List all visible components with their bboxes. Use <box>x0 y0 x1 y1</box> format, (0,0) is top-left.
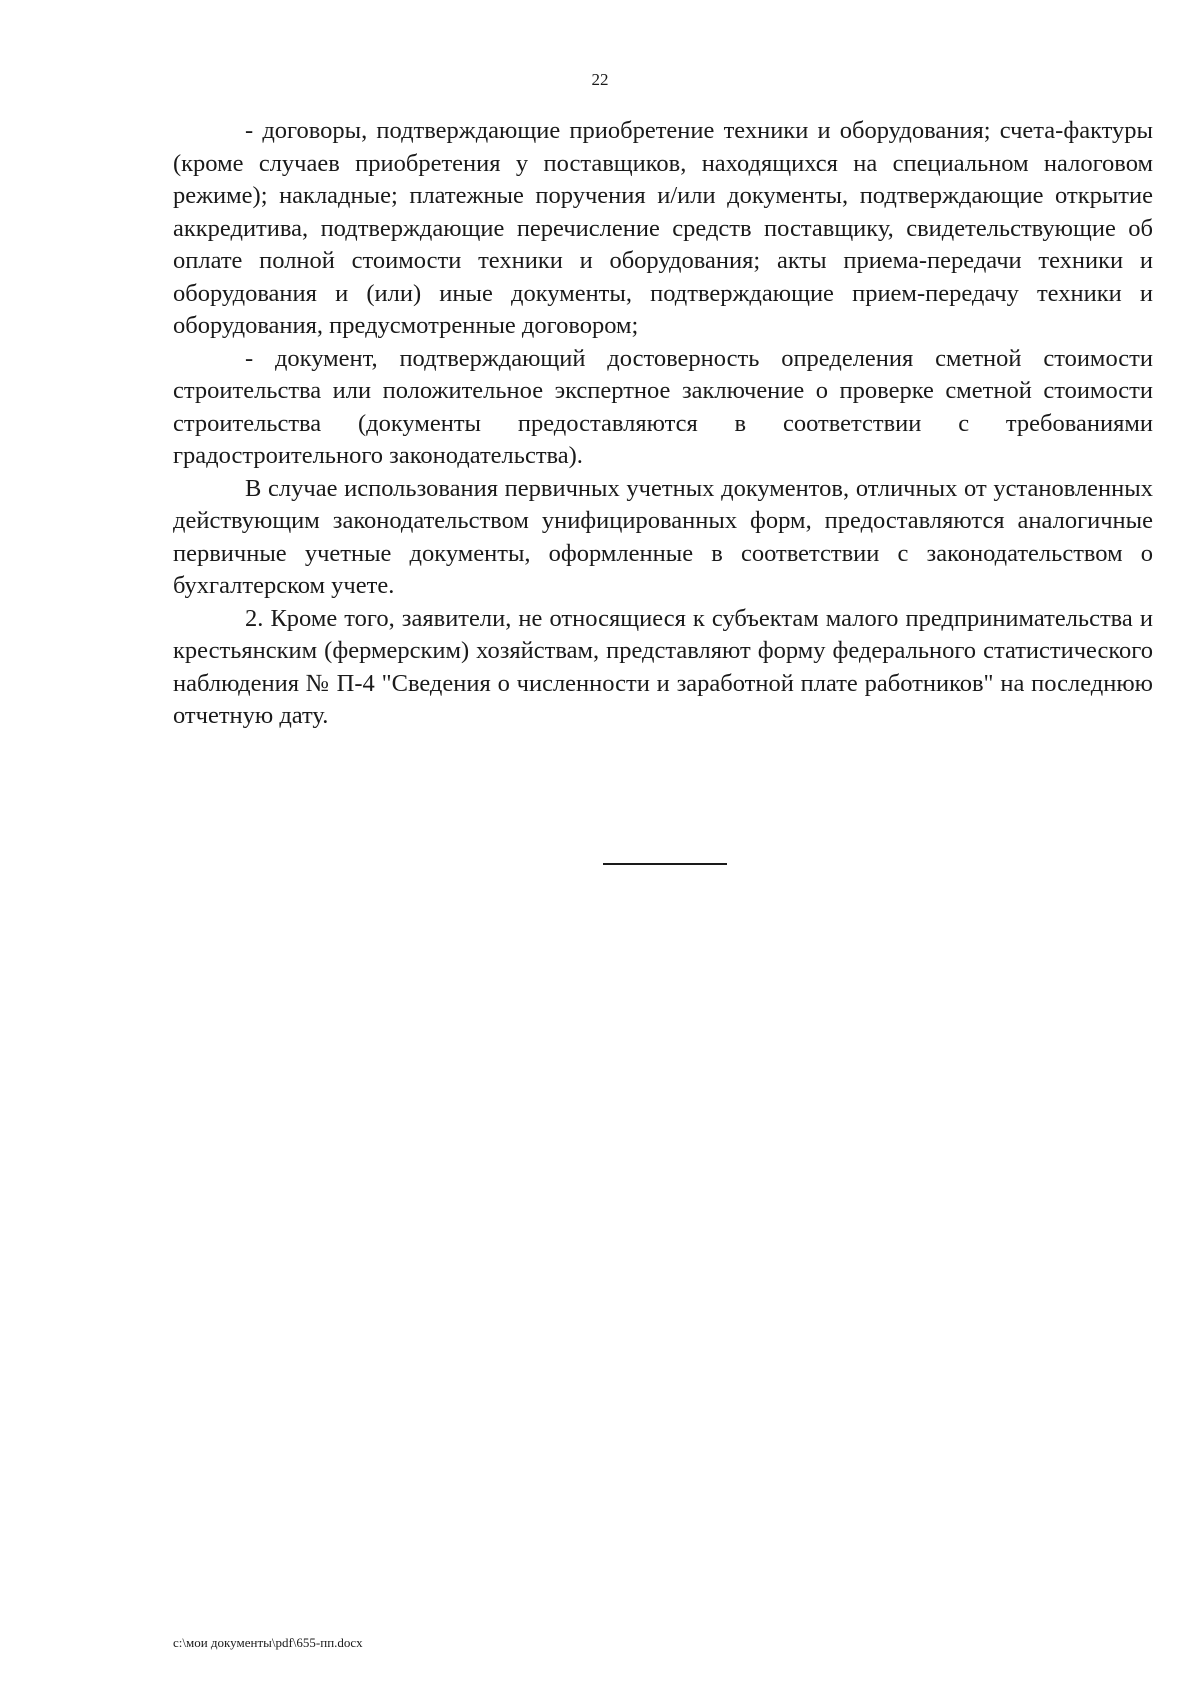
footer-file-path: c:\мои документы\pdf\655-пп.docx <box>173 1635 363 1650</box>
document-body <box>173 115 1153 733</box>
paragraph-cost-estimate: - документ, подтверждающий достоверность определения сметной стоимости строительства или положительное экспертное заключение о проверке сметной стоимости строительства (документы предоставляются в соответствии с требованиями градостроительного законодательства). <box>173 344 1153 469</box>
paragraph-statistical-form: 2. Кроме того, заявители, не относящиеся к субъектам малого предпринимательства и крестьянским (фермерским) хозяйствам, представляют форму федерального статистического наблюдения № П-4 "Сведения о численности и заработной плате работников" на последнюю отчетную дату. <box>173 604 1153 729</box>
paragraph-primary-documents: В случае использования первичных учетных документов, отличных от установленных действующим законодательством унифицированных форм, предоставляются аналогичные первичные учетные документы, оформленные в соответствии с законодательством о бухгалтерском учете. <box>173 474 1153 599</box>
page-number: 22 <box>591 70 609 89</box>
paragraph-contracts-list: - договоры, подтверждающие приобретение техники и оборудования; счета-фактуры (кроме случаев приобретения у поставщиков, находящихся на специальном налоговом режиме); накладные; платежные поручения и/или документы, подтверждающие открытие аккредитива, подтверждающие перечисление средств поставщику, свидетельствующие об оплате полной стоимости техники и оборудования; акты приема-передачи техники и оборудования и (или) иные документы, подтверждающие прием-передачу техники и оборудования, предусмотренные договором; <box>173 117 1153 339</box>
end-separator-line <box>603 863 727 865</box>
